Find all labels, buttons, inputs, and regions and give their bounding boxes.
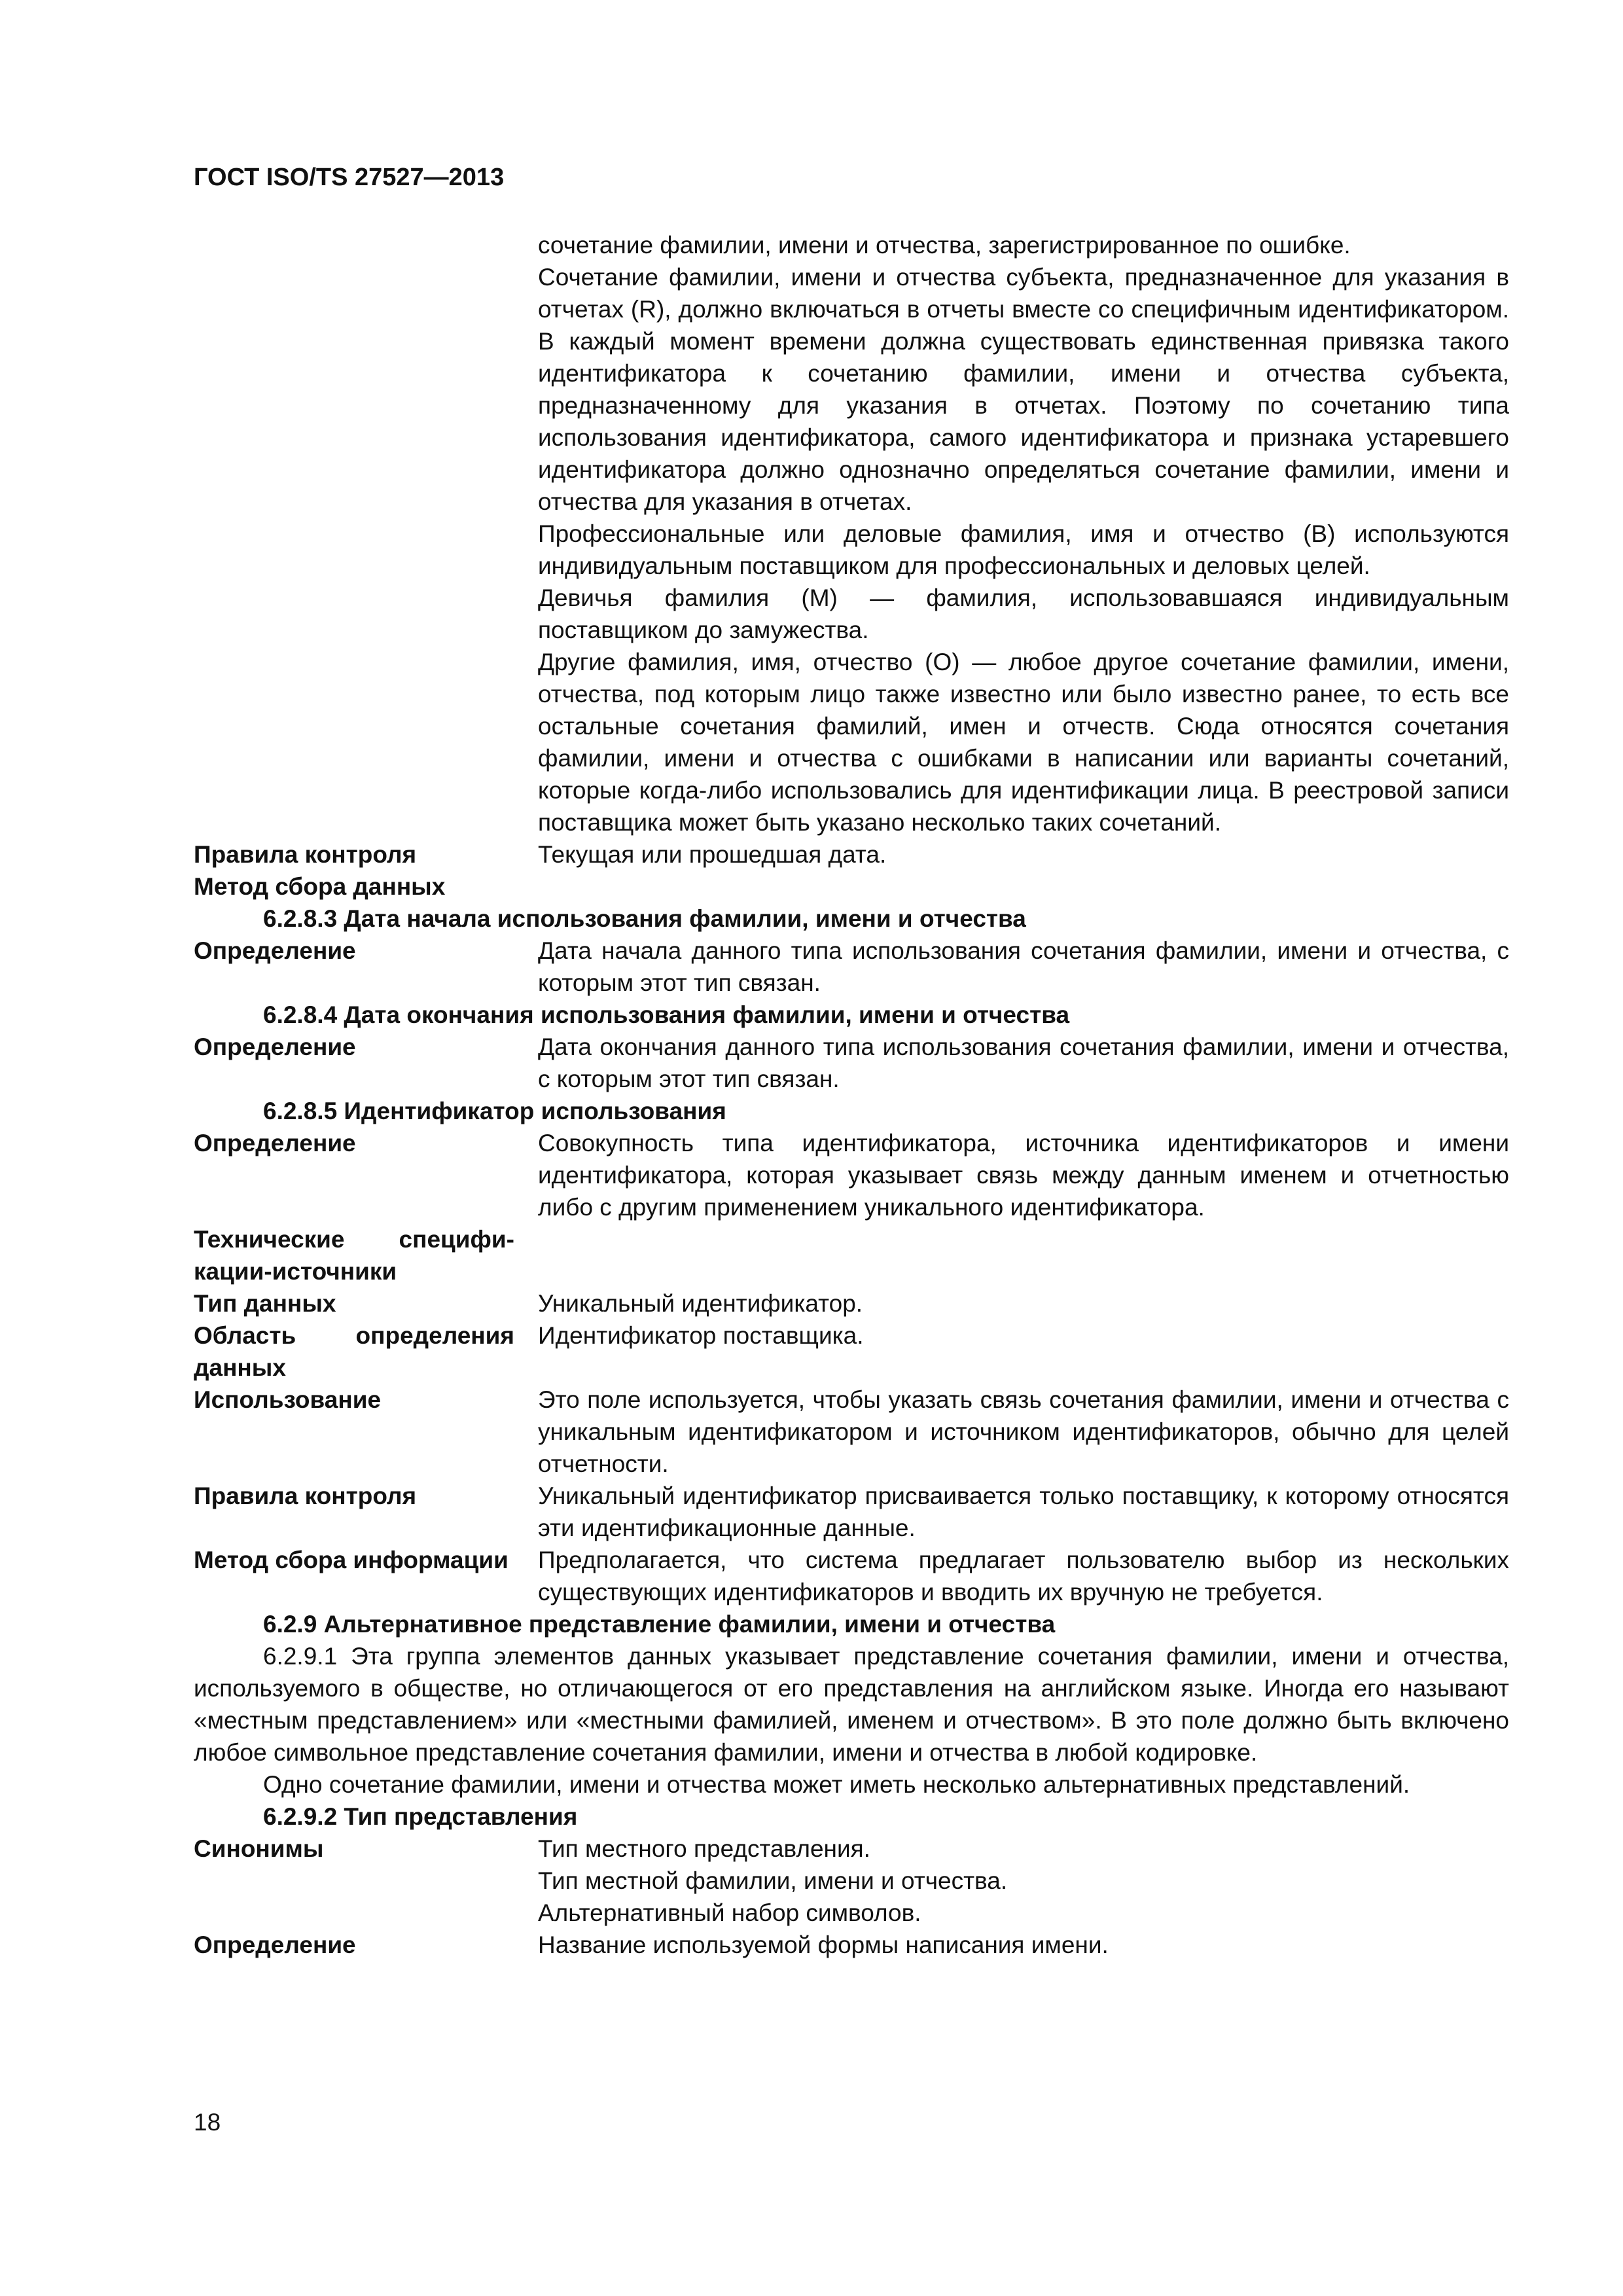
definition-value: Совокупность типа идентификатора, источника идентификаторов и имени идентификатора, которая указывает связь между данным именем и отчетностью либо с другим применением уникального идентификатора.	[538, 1130, 1509, 1221]
usage-value: Это поле используется, чтобы указать связь сочетания фамилии, имени и отчества с уникальным идентификатором и источником идентификаторов, обычно для целей отчетности.	[538, 1386, 1509, 1477]
synonyms-values	[538, 1833, 1509, 1929]
definition-value: Дата начала данного типа использования сочетания фамилии, имени и отчества, с которым этот тип связан.	[538, 937, 1509, 996]
control-rules-label: Правила контроля	[194, 841, 417, 868]
data-type-value: Уникальный идентификатор.	[538, 1290, 863, 1317]
definition-label: Определение	[194, 1931, 356, 1958]
synonym-item: Альтернативный набор символов.	[538, 1899, 921, 1926]
section-heading-6-2-8-3: 6.2.8.3 Дата начала использования фамилии, имени и отчества	[263, 905, 1026, 932]
standard-header: ГОСТ ISO/TS 27527—2013	[194, 164, 505, 191]
page-number: 18	[194, 2109, 221, 2136]
tech-specs-row	[194, 1223, 1509, 1287]
synonyms-row	[194, 1833, 1509, 1929]
intro-block	[194, 229, 1509, 838]
intro-paragraph: Девичья фамилия (M) — фамилия, использовавшаяся индивидуальным поставщиком до замужества.	[538, 584, 1509, 643]
synonym-item: Тип местной фамилии, имени и отчества.	[538, 1867, 1008, 1894]
body-paragraph: Одно сочетание фамилии, имени и отчества может иметь несколько альтернативных представлений.	[263, 1771, 1410, 1798]
definition-row	[194, 1127, 1509, 1223]
data-domain-label: Область определения данных	[194, 1322, 514, 1381]
rules-label: Правила контроля	[194, 1482, 417, 1509]
data-type-row	[194, 1287, 1509, 1319]
definition-row	[194, 1929, 1509, 1961]
collection-method-row	[194, 870, 1509, 903]
definition-label: Определение	[194, 1033, 356, 1060]
body-paragraph: 6.2.9.1 Эта группа элементов данных указывает представление сочетания фамилии, имени и отчества, используемого в обществе, но отличающегося от его представления на английском языке. Иногда его называют «местным представлением» или «местными фамилией, именем и отчеством». В это поле должно быть включено любое символьное представление сочетания фамилии, имени и отчества в любой кодировке.	[194, 1643, 1509, 1766]
rules-row	[194, 1480, 1509, 1544]
intro-paragraph: Другие фамилия, имя, отчество (O) — любое другое сочетание фамилии, имени, отчества, под которым лицо также известно или было известно ранее, то есть все остальные сочетания фамилий, имен и отчеств. Сюда относятся сочетания фамилии, имени и отчества с ошибками в написании или варианты сочетаний, которые когда-либо использовались для идентификации лица. В реестровой записи поставщика может быть указано несколько таких сочетаний.	[538, 649, 1509, 836]
section-heading-6-2-8-4: 6.2.8.4 Дата окончания использования фамилии, имени и отчества	[263, 1001, 1070, 1028]
intro-paragraph: сочетание фамилии, имени и отчества, зарегистрированное по ошибке.	[538, 232, 1351, 259]
synonyms-label: Синонимы	[194, 1835, 324, 1862]
data-domain-value: Идентификатор поставщика.	[538, 1322, 864, 1349]
data-type-label: Тип данных	[194, 1290, 336, 1317]
control-rules-row	[194, 838, 1509, 870]
control-rules-value: Текущая или прошедшая дата.	[538, 841, 887, 868]
intro-paragraph: Сочетание фамилии, имени и отчества субъекта, предназначенное для указания в отчетах (R), должно включаться в отчеты вместе со специфичным идентификатором. В каждый момент времени должна существовать единственная привязка такого идентификатора к сочетанию фамилии, имени и отчества субъекта, предназначенному для указания в отчетах. Поэтому по сочетанию типа использования идентификатора, самого идентификатора и признака устаревшего идентификатора должно однозначно определяться сочетание фамилии, имени и отчества для указания в отчетах.	[538, 264, 1509, 515]
section-heading-6-2-9: 6.2.9 Альтернативное представление фамилии, имени и отчества	[263, 1611, 1056, 1638]
collection-info-label: Метод сбора информации	[194, 1547, 508, 1573]
synonym-item: Тип местного представления.	[538, 1835, 870, 1862]
data-domain-row	[194, 1319, 1509, 1384]
rules-value: Уникальный идентификатор присваивается только поставщику, к которому относятся эти идентификационные данные.	[538, 1482, 1509, 1541]
collection-method-label: Метод сбора данных	[194, 873, 446, 900]
definition-row	[194, 935, 1509, 999]
intro-paragraph: Профессиональные или деловые фамилия, имя и отчество (B) используются индивидуальным поставщиком для профессиональных и деловых целей.	[538, 520, 1509, 579]
page-content	[194, 229, 1509, 1961]
definition-value: Дата окончания данного типа использования сочетания фамилии, имени и отчества, с которым этот тип связан.	[538, 1033, 1509, 1092]
usage-row	[194, 1384, 1509, 1480]
collection-info-value: Предполагается, что система предлагает пользователю выбор из нескольких существующих идентификаторов и вводить их вручную не требуется.	[538, 1547, 1509, 1605]
definition-value: Название используемой формы написания имени.	[538, 1931, 1109, 1958]
definition-label: Определение	[194, 937, 356, 964]
collection-info-row	[194, 1544, 1509, 1608]
definition-row	[194, 1031, 1509, 1095]
usage-label: Использование	[194, 1386, 382, 1413]
tech-specs-label: Технические спецификации-источники	[194, 1226, 514, 1285]
section-heading-6-2-8-5: 6.2.8.5 Идентификатор использования	[263, 1098, 726, 1124]
definition-label: Определение	[194, 1130, 356, 1157]
section-heading-6-2-9-2: 6.2.9.2 Тип представления	[263, 1803, 578, 1830]
